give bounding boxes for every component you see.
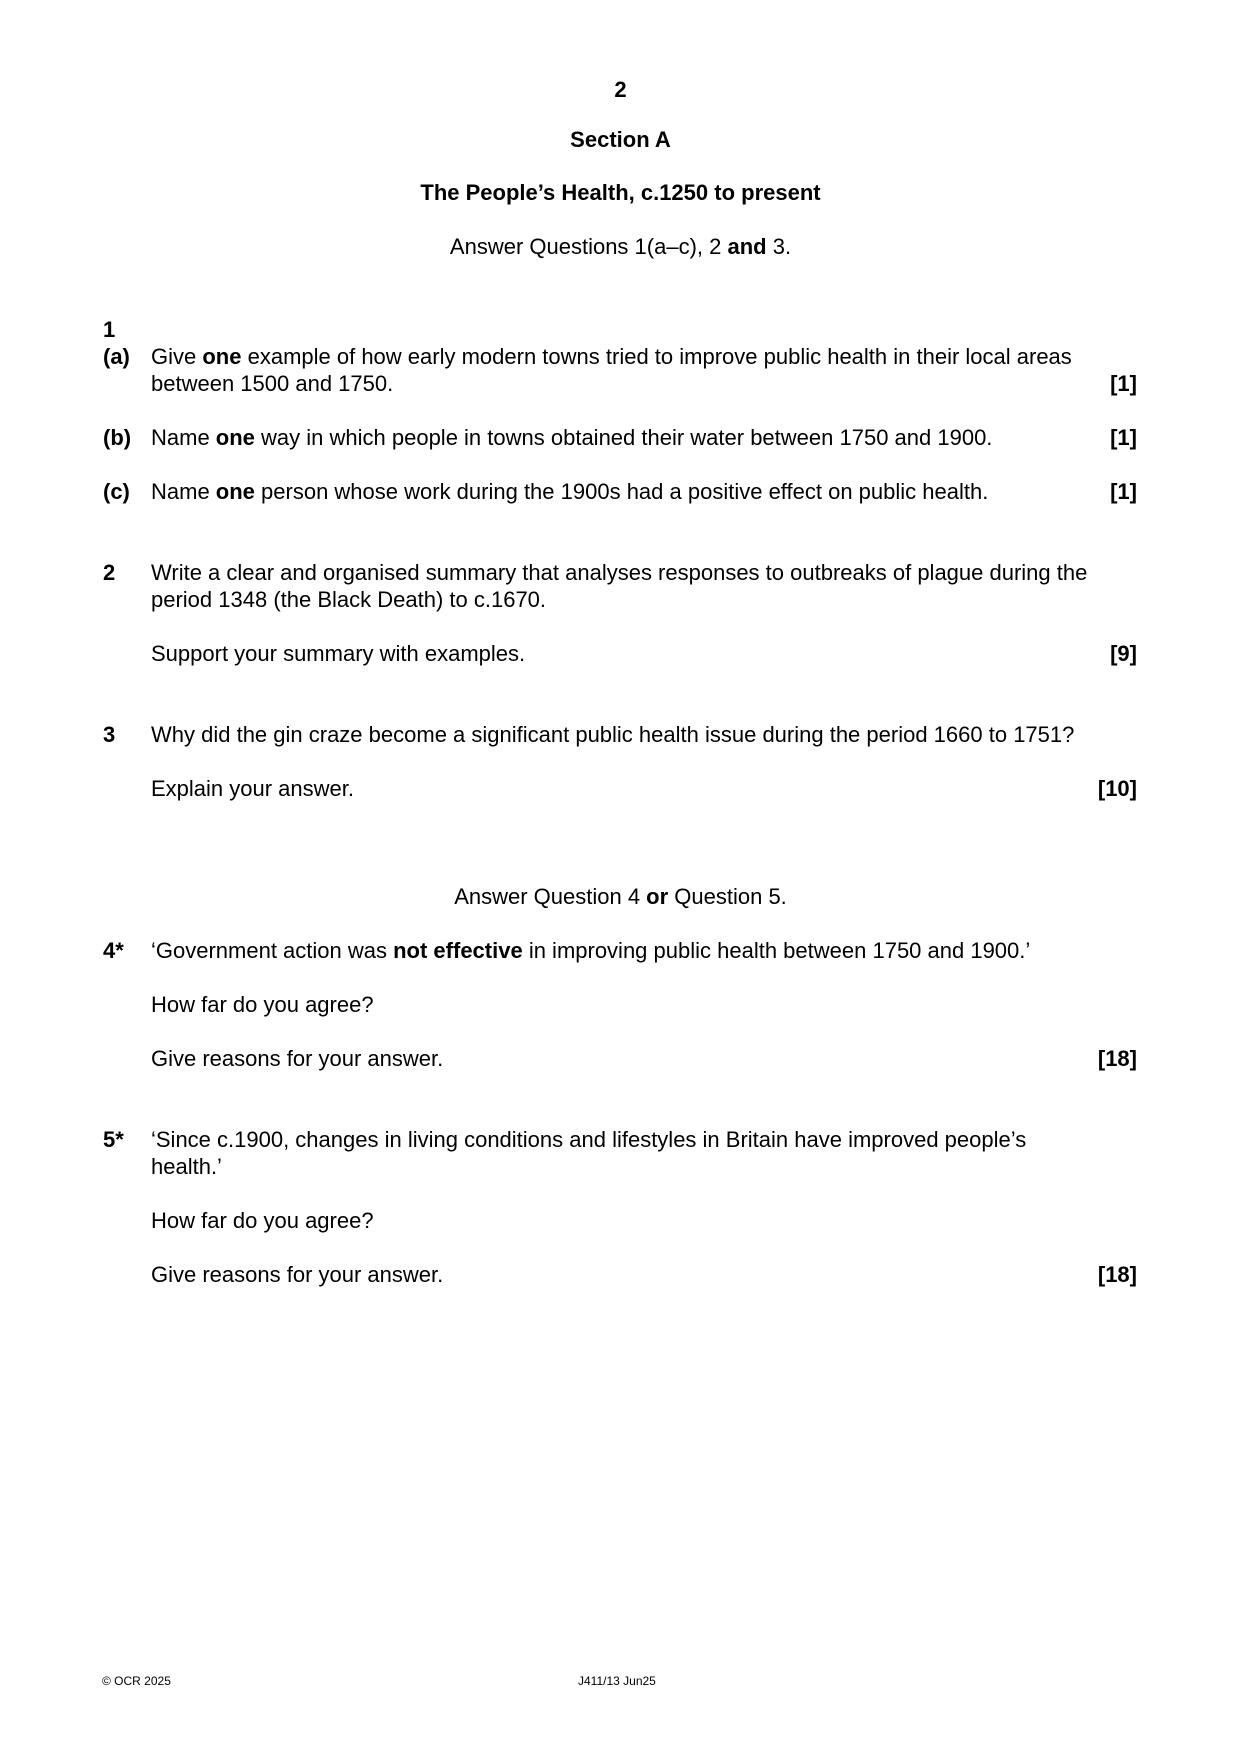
instruction-answer-question-4-or-5 <box>0 883 1241 911</box>
question-4-text <box>151 937 1141 964</box>
question-text: person whose work during the 1900s had a positive effect on public health. <box>254 479 989 504</box>
question-1a-label: (a) <box>103 344 130 369</box>
question-text: ‘Since c.1900, changes in living conditions and lifestyles in Britain have improved people’s <box>151 1127 1027 1152</box>
question-text: health.’ <box>151 1154 222 1179</box>
instruction-text: Question 5. <box>668 884 787 909</box>
question-5-number: 5* <box>103 1127 124 1152</box>
question-emphasis: one <box>215 425 255 450</box>
question-1c-marks: [1] <box>1110 479 1137 504</box>
question-text: Name <box>151 425 216 450</box>
question-1b-marks: [1] <box>1110 425 1137 450</box>
question-text: in improving public health between 1750 and 1900.’ <box>522 938 1031 963</box>
question-3-text: Why did the gin craze become a significant public health issue during the period 1660 to 1751? <box>151 722 1075 747</box>
question-2-text <box>151 559 1141 613</box>
question-emphasis: one <box>215 479 255 504</box>
question-2-number: 2 <box>103 560 116 585</box>
question-4-agree: How far do you agree? <box>151 992 374 1017</box>
instruction-emphasis: and <box>727 234 767 259</box>
footer-copyright: © OCR 2025 <box>102 1674 171 1688</box>
question-5-marks: [18] <box>1097 1262 1137 1287</box>
question-5-text <box>151 1126 1141 1180</box>
question-1c-label: (c) <box>103 479 130 504</box>
question-4-marks: [18] <box>1097 1046 1137 1071</box>
question-text: Name <box>151 479 216 504</box>
question-3-explain: Explain your answer. <box>151 776 354 801</box>
question-emphasis: one <box>202 344 242 369</box>
question-text: period 1348 (the Black Death) to c.1670. <box>151 587 547 612</box>
question-2-support: Support your summary with examples. <box>151 641 526 666</box>
question-text: Write a clear and organised summary that analyses responses to outbreaks of plague during the <box>151 560 1088 585</box>
question-3-marks: [10] <box>1097 776 1137 801</box>
question-text: Give <box>151 344 203 369</box>
question-4-reasons: Give reasons for your answer. <box>151 1046 444 1071</box>
question-1-number: 1 <box>103 317 116 342</box>
page-number: 2 <box>614 77 627 102</box>
question-1a-marks: [1] <box>1110 371 1137 396</box>
question-3-number: 3 <box>103 722 116 747</box>
question-1b-text <box>151 424 1141 451</box>
question-text: ‘Government action was <box>151 938 394 963</box>
footer-paper-code: J411/13 Jun25 <box>578 1674 656 1688</box>
question-1a-text <box>151 343 1141 397</box>
question-5-agree: How far do you agree? <box>151 1208 374 1233</box>
question-5-reasons: Give reasons for your answer. <box>151 1262 444 1287</box>
topic-title: The People’s Health, c.1250 to present <box>420 180 821 205</box>
instruction-text: Answer Question 4 <box>454 884 647 909</box>
question-1b-label: (b) <box>103 425 132 450</box>
instruction-answer-questions-1-3 <box>0 233 1241 261</box>
question-1c-text <box>151 478 1141 505</box>
question-text: way in which people in towns obtained their water between 1750 and 1900. <box>254 425 993 450</box>
question-4-number: 4* <box>103 938 124 963</box>
question-emphasis: not effective <box>393 938 523 963</box>
question-text: example of how early modern towns tried to improve public health in their local areas <box>241 344 1072 369</box>
question-text: between 1500 and 1750. <box>151 371 394 396</box>
question-2-marks: [9] <box>1110 641 1137 666</box>
instruction-emphasis: or <box>646 884 669 909</box>
instruction-text: Answer Questions 1(a–c), 2 <box>449 234 728 259</box>
section-title: Section A <box>570 127 671 152</box>
instruction-text: 3. <box>766 234 792 259</box>
